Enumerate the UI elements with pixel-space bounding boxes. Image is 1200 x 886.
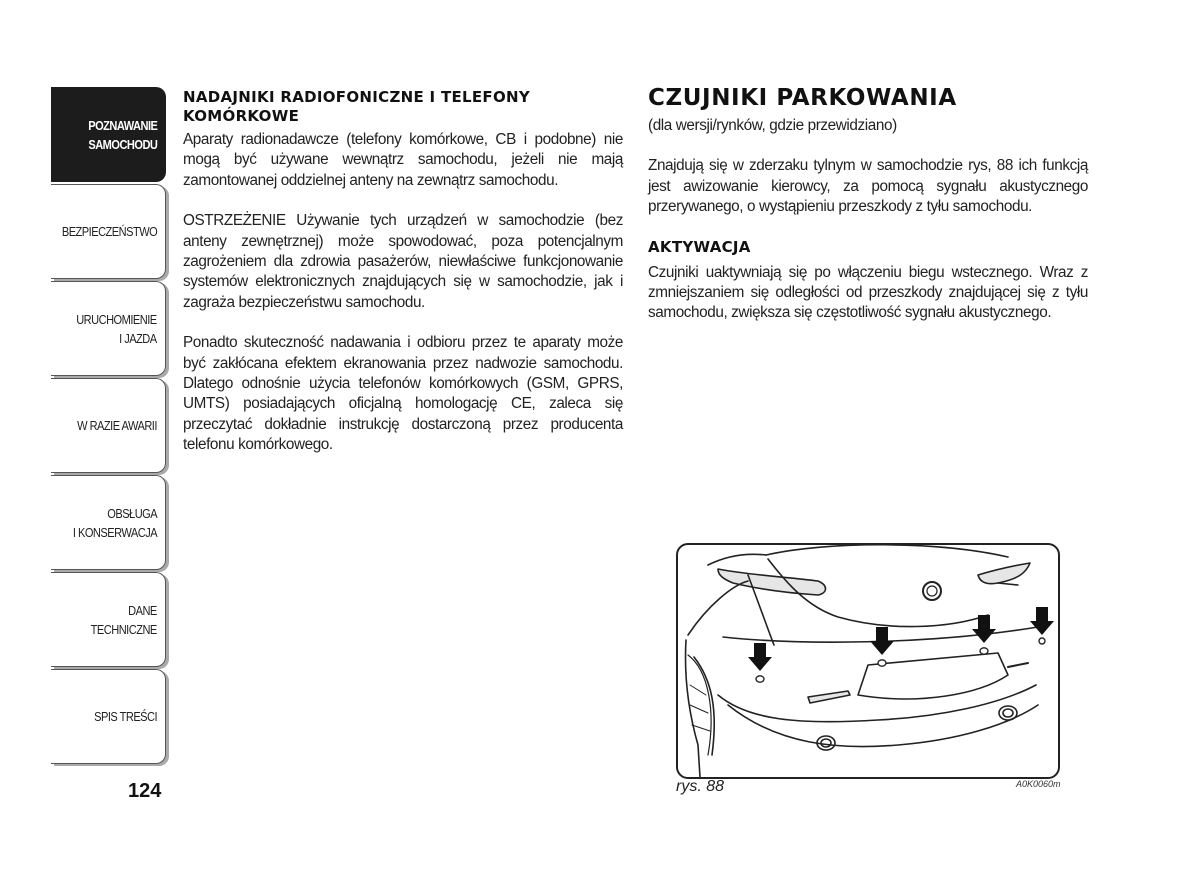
chapter-tab-label: BEZPIECZEŃSTWO: [61, 224, 157, 239]
chapter-tab-label: POZNAWANIE SAMOCHODU: [87, 117, 157, 152]
chapter-tab[interactable]: [51, 184, 166, 279]
chapter-tab-label: DANE TECHNICZNE: [90, 602, 157, 637]
right-column: [648, 84, 1088, 324]
paragraph-radio-warning: OSTRZEŻENIE Używanie tych urządzeń w samochodzie (bez anteny zewnętrznej) może spowodować, poza potencjalnym zagrożeniem dla zdrowia pasażerów, niewłaściwe funkcjonowanie systemów elektronicznych znajdujących się w samochodzie, jak i zagraża bezpieczeństwu samochodu.: [183, 212, 623, 311]
chapter-tab[interactable]: [51, 572, 166, 667]
paragraph-radio-3: Ponadto skuteczność nadawania i odbioru przez te aparaty może być zakłócana efektem ekranowania przez nadwozie samochodu. Dlatego odnośnie użycia telefonów komórkowych (GSM, GPRS, UMTS) posiadających oficjalną homologację CE, zaleca się przeczytać dokładnie instrukcję dostarczoną przez producenta telefonu komórkowego.: [183, 334, 623, 454]
chapter-tab[interactable]: [51, 475, 166, 570]
paragraph-parking-1: Znajdują się w zderzaku tylnym w samochodzie rys, 88 ich funkcją jest awizowanie kierowcy, za pomocą sygnału akustycznego przerywanego, o wystąpieniu przeszkody z tyłu samochodu.: [648, 157, 1088, 216]
section-heading-radio: NADAJNIKI RADIOFONICZNE I TELEFONY KOMÓRKOWE: [183, 88, 531, 125]
page-number: 124: [128, 780, 162, 802]
rear-car-illustration: [678, 545, 1058, 777]
chapter-tab-label: SPIS TREŚCI: [94, 709, 157, 724]
chapter-tab[interactable]: [51, 669, 166, 764]
chapter-tab-label: URUCHOMIENIE I JAZDA: [76, 311, 157, 346]
section-subtitle: (dla wersji/rynków, gdzie przewidziano): [648, 117, 897, 134]
paragraph-radio-1: Aparaty radionadawcze (telefony komórkowe, CB i podobne) nie mogą być używane wewnątrz samochodu, jeżeli nie mają zamontowanej oddzielnej anteny na zewnątrz samochodu.: [183, 131, 623, 189]
left-column: [183, 88, 623, 456]
chapter-tab-label: OBSŁUGA I KONSERWACJA: [72, 505, 157, 540]
paragraph-activation: Czujniki uaktywniają się po włączeniu biegu wstecznego. Wraz z zmniejszaniem się odległości od przeszkody znajdującej się z tyłu samochodu, zwiększa się częstotliwość sygnału akustycznego.: [648, 263, 1088, 322]
chapter-tab[interactable]: [51, 281, 166, 376]
figure-code: A0K0060m: [1016, 779, 1061, 789]
chapter-tab[interactable]: [51, 87, 166, 182]
chapter-tab[interactable]: [51, 378, 166, 473]
figure-rear-bumper-sensors: [676, 543, 1060, 779]
chapter-tab-label: W RAZIE AWARII: [77, 418, 157, 433]
chapter-tabs: [51, 87, 166, 766]
section-title-parking: CZUJNIKI PARKOWANIA: [648, 85, 957, 111]
figure-caption: rys. 88: [676, 778, 725, 795]
subsection-heading-activation: AKTYWACJA: [648, 237, 751, 256]
